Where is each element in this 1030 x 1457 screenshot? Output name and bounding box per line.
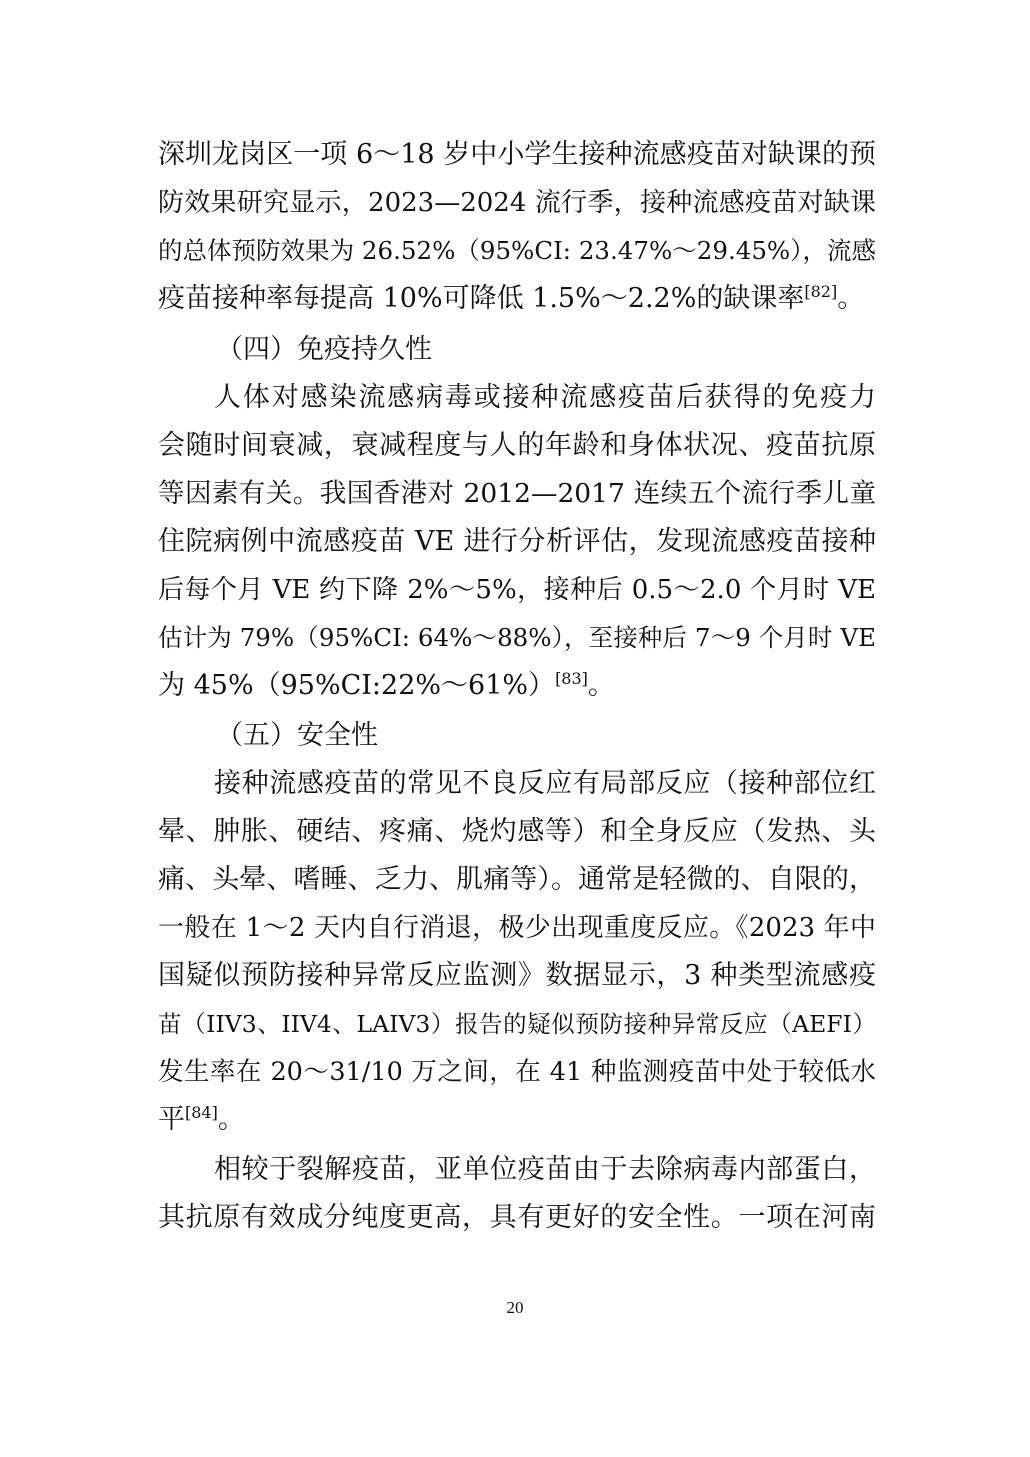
text-line: 其抗原有效成分纯度更高，具有更好的安全性。一项在河南	[158, 1202, 876, 1233]
paragraph-2	[158, 374, 876, 710]
citation-ref: [83]	[555, 669, 588, 688]
text-line: 后每个月 VE 约下降 2%～5%，接种后 0.5～2.0 个月时 VE	[158, 575, 876, 605]
paragraph-3	[158, 760, 876, 1144]
text-line: 晕、肿胀、硬结、疼痛、烧灼感等）和全身反应（发热、头	[158, 816, 876, 847]
line-end-punct: 。	[217, 1104, 245, 1135]
paragraph-4	[158, 1146, 876, 1242]
text-line: 国疑似预防接种异常反应监测》数据显示，3 种类型流感疫	[158, 960, 876, 991]
text-line	[158, 275, 876, 323]
citation-ref: [84]	[185, 1103, 218, 1122]
text-line: 等因素有关。我国香港对 2012—2017 连续五个流行季儿童	[158, 478, 876, 509]
section-heading-4: （四）免疫持久性	[216, 334, 432, 365]
text-line: 痛、头晕、嗜睡、乏力、肌痛等）。通常是轻微的、自限的，	[158, 864, 876, 895]
text-line: 防效果研究显示，2023—2024 流行季，接种流感疫苗对缺课	[158, 188, 876, 218]
section-heading-5: （五）安全性	[216, 720, 378, 751]
paragraph-1	[158, 131, 876, 323]
text-line: 会随时间衰减，衰减程度与人的年龄和身体状况、疫苗抗原	[158, 430, 876, 461]
text-line: 发生率在 20～31/10 万之间，在 41 种监测疫苗中处于较低水	[158, 1057, 876, 1087]
text-line: 住院病例中流感疫苗 VE 进行分析评估，发现流感疫苗接种	[158, 526, 876, 557]
text-line: 的总体预防效果为 26.52%（95%CI: 23.47%～29.45%），流感	[158, 236, 876, 265]
text-line-content: 平	[158, 1104, 185, 1135]
text-line	[158, 662, 876, 710]
text-line: 接种流感疫苗的常见不良反应有局部反应（接种部位红	[214, 768, 876, 799]
text-line: 深圳龙岗区一项 6～18 岁中小学生接种流感疫苗对缺课的预	[158, 139, 876, 170]
text-line: 一般在 1～2 天内自行消退，极少出现重度反应。《2023 年中	[158, 913, 876, 943]
text-line: 苗（IIV3、IIV4、LAIV3）报告的疑似预防接种异常反应（AEFI）	[158, 1010, 876, 1038]
page-number: 20	[506, 1298, 524, 1317]
text-line	[158, 1096, 876, 1144]
text-line-content: 为 45%（95%CI:22%～61%）	[158, 670, 556, 701]
text-line: 相较于裂解疫苗，亚单位疫苗由于去除病毒内部蛋白，	[214, 1154, 876, 1185]
citation-ref: [82]	[804, 282, 838, 301]
text-line: 人体对感染流感病毒或接种流感疫苗后获得的免疫力	[214, 382, 876, 413]
text-line-content: 疫苗接种率每提高 10%可降低 1.5%～2.2%的缺课率	[158, 283, 805, 314]
line-end-punct: 。	[587, 670, 615, 701]
line-end-punct: 。	[837, 283, 865, 314]
text-line: 估计为 79%（95%CI: 64%～88%），至接种后 7～9 个月时 VE	[158, 623, 876, 652]
